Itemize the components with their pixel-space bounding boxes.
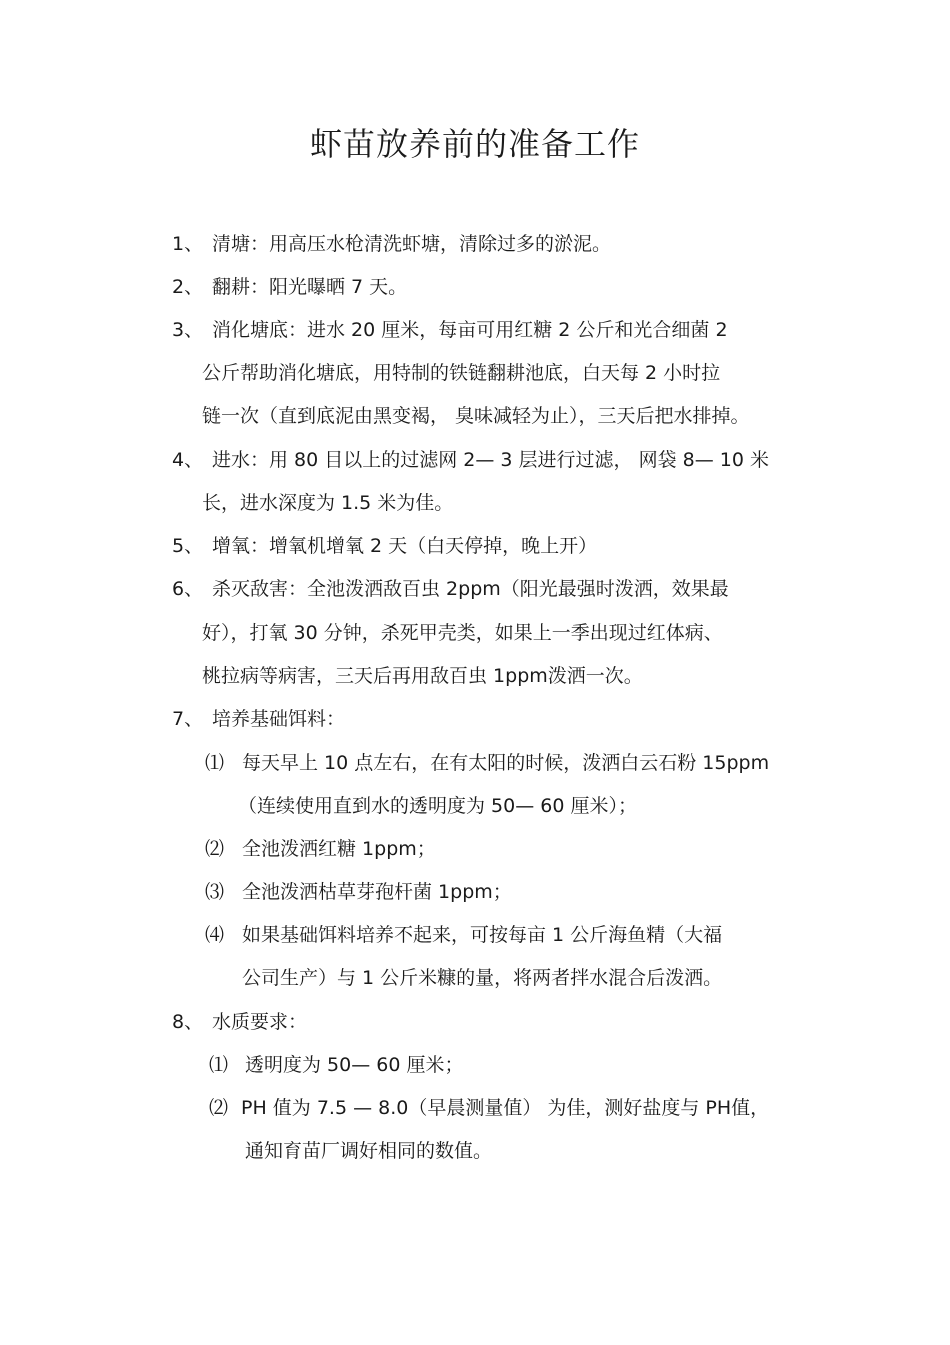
- subitem-7-4-line-1: 如果基础饵料培养不起来，可按每亩 1 公斤海鱼精（大福: [242, 924, 723, 946]
- item-5-number: 5、: [172, 535, 204, 557]
- subitem-7-3-number: ⑶: [205, 881, 225, 903]
- item-3-line-1: 消化塘底：进水 20 厘米，每亩可用红糖 2 公斤和光合细菌 2: [212, 319, 728, 341]
- item-3-line-2: 公斤帮助消化塘底，用特制的铁链翻耕池底，白天每 2 小时拉: [202, 362, 721, 384]
- subitem-7-1-line-1: 每天早上 10 点左右，在有太阳的时候，泼洒白云石粉 15ppm: [242, 752, 770, 774]
- subitem-7-1-line-2: （连续使用直到水的透明度为 50— 60 厘米）；: [238, 795, 637, 817]
- subitem-8-1-line-1: 透明度为 50— 60 厘米；: [245, 1054, 464, 1076]
- subitem-8-2-line-2: 通知育苗厂调好相同的数值。: [245, 1140, 493, 1162]
- subitem-7-1-number: ⑴: [205, 752, 225, 774]
- item-6-line-3: 桃拉病等病害，三天后再用敌百虫 1ppm泼洒一次。: [202, 665, 643, 687]
- item-7-number: 7、: [172, 708, 204, 730]
- page-title: 虾苗放养前的准备工作: [309, 125, 640, 163]
- item-2-number: 2、: [172, 276, 204, 298]
- item-4-line-1: 进水：用 80 目以上的过滤网 2— 3 层进行过滤， 网袋 8— 10 米: [212, 449, 769, 471]
- item-5-line-1: 增氧：增氧机增氧 2 天（白天停掉，晚上开）: [212, 535, 598, 557]
- subitem-7-4-line-2: 公司生产）与 1 公斤米糠的量，将两者拌水混合后泼洒。: [242, 967, 723, 989]
- subitem-7-4-number: ⑷: [205, 924, 225, 946]
- item-2-line-1: 翻耕：阳光曝晒 7 天。: [212, 276, 408, 298]
- item-6-number: 6、: [172, 578, 204, 600]
- subitem-8-2-number: ⑵: [209, 1097, 229, 1119]
- item-7-line-1: 培养基础饵料：: [212, 708, 346, 730]
- item-8-line-1: 水质要求：: [212, 1011, 308, 1033]
- item-3-number: 3、: [172, 319, 204, 341]
- item-8-number: 8、: [172, 1011, 204, 1033]
- subitem-7-2-line-1: 全池泼洒红糖 1ppm；: [242, 838, 436, 860]
- item-4-number: 4、: [172, 449, 204, 471]
- item-1-line-1: 清塘：用高压水枪清洗虾塘，清除过多的淤泥。: [212, 233, 612, 255]
- item-6-line-2: 好），打氧 30 分钟，杀死甲壳类，如果上一季出现过红体病、: [202, 622, 723, 644]
- subitem-8-2-line-1: PH 值为 7.5 — 8.0（早晨测量值） 为佳，测好盐度与 PH值，: [241, 1097, 770, 1119]
- item-3-line-3: 链一次（直到底泥由黑变褐， 臭味减轻为止），三天后把水排掉。: [202, 405, 750, 427]
- item-6-line-1: 杀灭敌害：全池泼洒敌百虫 2ppm（阳光最强时泼洒，效果最: [212, 578, 729, 600]
- item-4-line-2: 长，进水深度为 1.5 米为佳。: [202, 492, 454, 514]
- subitem-7-2-number: ⑵: [205, 838, 225, 860]
- subitem-8-1-number: ⑴: [209, 1054, 229, 1076]
- subitem-7-3-line-1: 全池泼洒枯草芽孢杆菌 1ppm；: [242, 881, 512, 903]
- item-1-number: 1、: [172, 233, 204, 255]
